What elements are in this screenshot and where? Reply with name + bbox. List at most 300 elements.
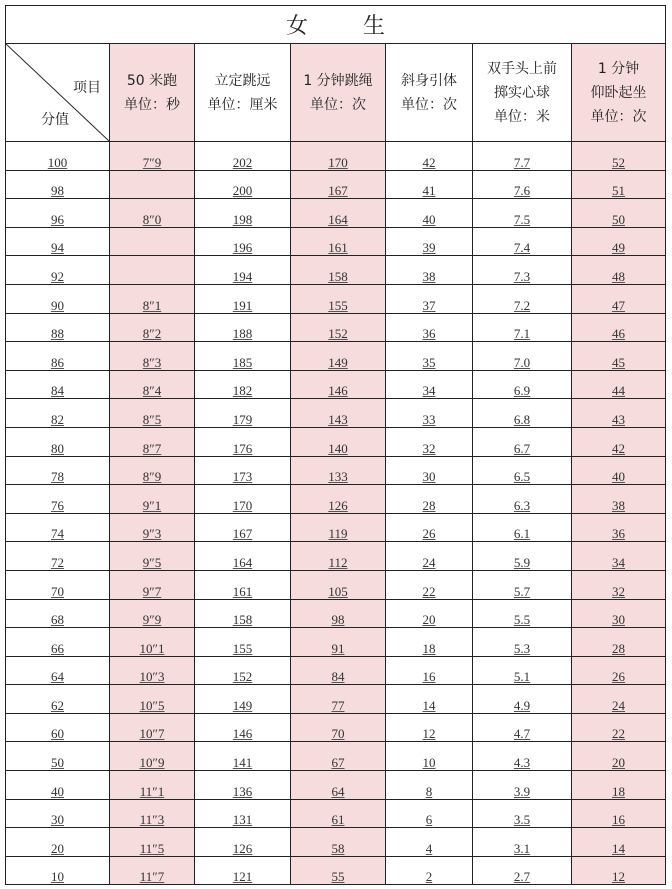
cell-text: 167 bbox=[328, 183, 348, 199]
value-cell bbox=[110, 142, 195, 171]
value-cell bbox=[473, 771, 572, 800]
cell-text: 112 bbox=[328, 554, 348, 570]
table-row bbox=[6, 170, 666, 199]
value-cell bbox=[110, 342, 195, 371]
value-cell bbox=[386, 542, 473, 571]
table-row bbox=[6, 628, 666, 657]
score-cell bbox=[6, 370, 110, 399]
value-cell bbox=[291, 370, 386, 399]
cell-text: 30 bbox=[422, 469, 436, 485]
value-cell bbox=[110, 313, 195, 342]
score-cell bbox=[6, 513, 110, 542]
value-cell bbox=[195, 628, 291, 657]
corner-label-score: 分值 bbox=[41, 112, 69, 128]
value-cell bbox=[291, 142, 386, 171]
cell-text: 26 bbox=[612, 669, 625, 685]
cell-text: 8″7 bbox=[142, 440, 162, 456]
cell-text: 191 bbox=[232, 297, 253, 313]
score-cell bbox=[6, 799, 110, 828]
table-row bbox=[6, 142, 666, 171]
value-cell bbox=[110, 713, 195, 742]
cell-text: 22 bbox=[612, 726, 625, 742]
cell-text: 40 bbox=[51, 783, 64, 799]
value-cell bbox=[473, 628, 572, 657]
cell-text: 11″3 bbox=[139, 812, 165, 828]
value-cell bbox=[572, 256, 666, 285]
value-cell bbox=[386, 799, 473, 828]
corner-header-cell bbox=[6, 44, 110, 142]
cell-text: 7.6 bbox=[513, 183, 531, 199]
column-header-line: 单位：米 bbox=[494, 108, 550, 125]
value-cell bbox=[572, 742, 666, 771]
cell-text: 26 bbox=[422, 526, 436, 542]
column-header-line: 单位：厘米 bbox=[207, 96, 278, 113]
table-row bbox=[6, 256, 666, 285]
cell-text: 20 bbox=[422, 612, 436, 628]
table-row bbox=[6, 685, 666, 714]
column-header-1 bbox=[195, 44, 291, 142]
score-cell bbox=[6, 828, 110, 857]
value-cell bbox=[386, 342, 473, 371]
score-cell bbox=[6, 199, 110, 228]
cell-text: 2 bbox=[425, 869, 433, 885]
cell-text: 7.0 bbox=[513, 354, 531, 370]
cell-text: 188 bbox=[232, 326, 253, 342]
value-cell bbox=[572, 284, 666, 313]
cell-text: 41 bbox=[422, 183, 436, 199]
value-cell bbox=[195, 456, 291, 485]
value-cell bbox=[386, 399, 473, 428]
cell-text: 35 bbox=[422, 354, 436, 370]
cell-text: 58 bbox=[331, 840, 345, 856]
cell-text: 86 bbox=[51, 354, 64, 370]
value-cell bbox=[291, 485, 386, 514]
cell-text: 6.7 bbox=[513, 440, 531, 456]
cell-text: 5.1 bbox=[513, 669, 531, 685]
cell-text: 49 bbox=[612, 240, 625, 256]
score-cell bbox=[6, 485, 110, 514]
cell-text: 6.3 bbox=[513, 497, 531, 513]
cell-text bbox=[150, 240, 154, 255]
value-cell bbox=[572, 656, 666, 685]
value-cell bbox=[386, 856, 473, 885]
value-cell bbox=[572, 170, 666, 199]
value-cell bbox=[473, 513, 572, 542]
column-header-line: 单位：次 bbox=[401, 96, 457, 113]
cell-text: 9″3 bbox=[142, 526, 162, 542]
cell-text: 46 bbox=[612, 326, 625, 342]
cell-text: 38 bbox=[422, 268, 436, 284]
cell-text: 34 bbox=[612, 554, 625, 570]
value-cell bbox=[195, 685, 291, 714]
cell-text: 48 bbox=[612, 268, 625, 284]
value-cell bbox=[195, 342, 291, 371]
value-cell bbox=[291, 856, 386, 885]
column-header-2 bbox=[291, 44, 386, 142]
cell-text: 24 bbox=[612, 697, 625, 713]
cell-text: 8″5 bbox=[142, 411, 162, 427]
score-cell bbox=[6, 742, 110, 771]
cell-text: 38 bbox=[612, 497, 625, 513]
score-cell bbox=[6, 342, 110, 371]
value-cell bbox=[291, 599, 386, 628]
value-cell bbox=[110, 742, 195, 771]
value-cell bbox=[572, 599, 666, 628]
value-cell bbox=[291, 199, 386, 228]
cell-text: 22 bbox=[422, 583, 436, 599]
value-cell bbox=[572, 513, 666, 542]
value-cell bbox=[473, 599, 572, 628]
value-cell bbox=[572, 427, 666, 456]
cell-text: 119 bbox=[328, 526, 348, 542]
score-cell bbox=[6, 427, 110, 456]
score-cell bbox=[6, 599, 110, 628]
cell-text: 33 bbox=[422, 411, 436, 427]
value-cell bbox=[473, 427, 572, 456]
score-cell bbox=[6, 856, 110, 885]
score-cell bbox=[6, 456, 110, 485]
cell-text: 60 bbox=[51, 726, 64, 742]
cell-text: 30 bbox=[51, 812, 64, 828]
cell-text: 80 bbox=[51, 440, 64, 456]
cell-text: 9″9 bbox=[142, 612, 162, 628]
cell-text: 70 bbox=[51, 583, 64, 599]
value-cell bbox=[473, 399, 572, 428]
value-cell bbox=[473, 742, 572, 771]
cell-text: 10″1 bbox=[139, 640, 165, 656]
cell-text: 11″1 bbox=[139, 783, 165, 799]
cell-text: 158 bbox=[328, 268, 348, 284]
cell-text: 32 bbox=[612, 583, 625, 599]
score-cell bbox=[6, 227, 110, 256]
cell-text: 121 bbox=[232, 869, 253, 885]
cell-text: 74 bbox=[51, 526, 64, 542]
cell-text: 34 bbox=[422, 383, 436, 399]
cell-text: 6.5 bbox=[513, 469, 531, 485]
value-cell bbox=[195, 656, 291, 685]
table-row bbox=[6, 399, 666, 428]
cell-text: 61 bbox=[331, 812, 345, 828]
cell-text: 12 bbox=[422, 726, 436, 742]
cell-text: 100 bbox=[47, 154, 68, 170]
score-cell bbox=[6, 685, 110, 714]
cell-text: 200 bbox=[232, 183, 253, 199]
cell-text: 5.5 bbox=[513, 612, 531, 628]
value-cell bbox=[473, 713, 572, 742]
column-header-line: 掷实心球 bbox=[494, 84, 550, 101]
cell-text: 42 bbox=[422, 154, 436, 170]
value-cell bbox=[386, 199, 473, 228]
value-cell bbox=[195, 570, 291, 599]
column-header-0 bbox=[110, 44, 195, 142]
value-cell bbox=[572, 799, 666, 828]
cell-text: 47 bbox=[612, 297, 625, 313]
cell-text: 40 bbox=[612, 469, 625, 485]
cell-text: 4.3 bbox=[513, 755, 531, 771]
cell-text: 70 bbox=[331, 726, 345, 742]
value-cell bbox=[473, 313, 572, 342]
cell-text bbox=[150, 269, 154, 284]
value-cell bbox=[386, 742, 473, 771]
value-cell bbox=[572, 342, 666, 371]
cell-text: 10″3 bbox=[139, 669, 165, 685]
cell-text: 146 bbox=[328, 383, 348, 399]
value-cell bbox=[195, 771, 291, 800]
value-cell bbox=[386, 513, 473, 542]
value-cell bbox=[291, 456, 386, 485]
value-cell bbox=[195, 485, 291, 514]
score-table-sheet bbox=[5, 5, 665, 885]
value-cell bbox=[195, 542, 291, 571]
value-cell bbox=[110, 542, 195, 571]
cell-text: 20 bbox=[51, 840, 64, 856]
cell-text: 155 bbox=[328, 297, 348, 313]
cell-text: 3.9 bbox=[513, 783, 531, 799]
value-cell bbox=[473, 342, 572, 371]
value-cell bbox=[195, 828, 291, 857]
value-cell bbox=[110, 456, 195, 485]
cell-text: 43 bbox=[612, 411, 625, 427]
value-cell bbox=[473, 828, 572, 857]
column-header-line: 单位：秒 bbox=[124, 96, 180, 113]
value-cell bbox=[110, 828, 195, 857]
cell-text: 9″1 bbox=[142, 497, 162, 513]
value-cell bbox=[473, 485, 572, 514]
value-cell bbox=[110, 685, 195, 714]
value-cell bbox=[110, 399, 195, 428]
cell-text: 5.9 bbox=[513, 554, 531, 570]
score-cell bbox=[6, 771, 110, 800]
value-cell bbox=[110, 427, 195, 456]
cell-text: 133 bbox=[328, 469, 348, 485]
cell-text: 18 bbox=[422, 640, 436, 656]
value-cell bbox=[110, 513, 195, 542]
cell-text: 16 bbox=[612, 812, 625, 828]
cell-text: 18 bbox=[612, 783, 625, 799]
cell-text: 12 bbox=[612, 869, 625, 885]
value-cell bbox=[195, 742, 291, 771]
value-cell bbox=[473, 570, 572, 599]
cell-text: 66 bbox=[51, 640, 64, 656]
value-cell bbox=[572, 399, 666, 428]
cell-text: 161 bbox=[328, 240, 348, 256]
cell-text: 10″9 bbox=[139, 755, 165, 771]
cell-text bbox=[150, 183, 154, 198]
cell-text: 7.3 bbox=[513, 268, 531, 284]
value-cell bbox=[386, 456, 473, 485]
value-cell bbox=[195, 313, 291, 342]
cell-text: 84 bbox=[331, 669, 345, 685]
value-cell bbox=[572, 828, 666, 857]
cell-text: 158 bbox=[232, 612, 253, 628]
score-cell bbox=[6, 542, 110, 571]
cell-text: 72 bbox=[51, 554, 64, 570]
header-row bbox=[6, 44, 666, 142]
value-cell bbox=[195, 170, 291, 199]
table-row bbox=[6, 570, 666, 599]
cell-text: 2.7 bbox=[513, 869, 531, 885]
cell-text: 10″5 bbox=[139, 697, 165, 713]
value-cell bbox=[291, 685, 386, 714]
value-cell bbox=[291, 427, 386, 456]
cell-text: 6.9 bbox=[513, 383, 531, 399]
score-table bbox=[5, 5, 666, 885]
cell-text: 98 bbox=[51, 183, 64, 199]
cell-text: 4 bbox=[425, 840, 433, 856]
cell-text: 16 bbox=[422, 669, 436, 685]
value-cell bbox=[572, 685, 666, 714]
cell-text: 161 bbox=[232, 583, 253, 599]
cell-text: 173 bbox=[232, 469, 253, 485]
value-cell bbox=[473, 542, 572, 571]
cell-text: 30 bbox=[612, 612, 625, 628]
cell-text: 40 bbox=[422, 211, 436, 227]
value-cell bbox=[110, 599, 195, 628]
table-row bbox=[6, 542, 666, 571]
cell-text: 51 bbox=[612, 183, 625, 199]
cell-text: 44 bbox=[612, 383, 625, 399]
cell-text: 6 bbox=[425, 812, 433, 828]
cell-text: 94 bbox=[51, 240, 64, 256]
cell-text: 9″7 bbox=[142, 583, 162, 599]
column-header-line: 斜身引体 bbox=[401, 72, 457, 89]
value-cell bbox=[110, 170, 195, 199]
score-cell bbox=[6, 142, 110, 171]
value-cell bbox=[386, 628, 473, 657]
cell-text: 76 bbox=[51, 497, 64, 513]
cell-text: 7.2 bbox=[513, 297, 531, 313]
value-cell bbox=[195, 856, 291, 885]
cell-text: 28 bbox=[422, 497, 436, 513]
cell-text: 6.8 bbox=[513, 411, 531, 427]
cell-text: 141 bbox=[232, 755, 253, 771]
cell-text: 36 bbox=[422, 326, 436, 342]
table-row bbox=[6, 342, 666, 371]
value-cell bbox=[473, 685, 572, 714]
cell-text: 7.7 bbox=[513, 154, 531, 170]
value-cell bbox=[386, 771, 473, 800]
value-cell bbox=[195, 256, 291, 285]
value-cell bbox=[195, 142, 291, 171]
table-row bbox=[6, 713, 666, 742]
cell-text: 36 bbox=[612, 526, 625, 542]
value-cell bbox=[572, 370, 666, 399]
column-header-line: 单位：次 bbox=[590, 108, 647, 125]
value-cell bbox=[195, 399, 291, 428]
cell-text: 149 bbox=[328, 354, 348, 370]
value-cell bbox=[110, 656, 195, 685]
cell-text: 50 bbox=[51, 755, 64, 771]
cell-text: 8″0 bbox=[142, 211, 162, 227]
column-header-line: 50 米跑 bbox=[126, 72, 178, 89]
value-cell bbox=[473, 656, 572, 685]
value-cell bbox=[473, 456, 572, 485]
table-row bbox=[6, 456, 666, 485]
value-cell bbox=[110, 256, 195, 285]
value-cell bbox=[473, 170, 572, 199]
value-cell bbox=[386, 370, 473, 399]
cell-text: 202 bbox=[232, 154, 253, 170]
value-cell bbox=[110, 485, 195, 514]
cell-text: 28 bbox=[612, 640, 625, 656]
cell-text: 126 bbox=[328, 497, 348, 513]
value-cell bbox=[386, 142, 473, 171]
score-cell bbox=[6, 570, 110, 599]
cell-text: 5.7 bbox=[513, 583, 531, 599]
cell-text: 155 bbox=[232, 640, 253, 656]
cell-text: 6.1 bbox=[513, 526, 531, 542]
value-cell bbox=[291, 170, 386, 199]
cell-text: 105 bbox=[328, 583, 348, 599]
cell-text: 24 bbox=[422, 554, 436, 570]
value-cell bbox=[110, 628, 195, 657]
value-cell bbox=[572, 313, 666, 342]
value-cell bbox=[291, 313, 386, 342]
value-cell bbox=[473, 856, 572, 885]
value-cell bbox=[572, 570, 666, 599]
value-cell bbox=[291, 799, 386, 828]
cell-text: 42 bbox=[612, 440, 625, 456]
value-cell bbox=[386, 485, 473, 514]
value-cell bbox=[291, 656, 386, 685]
value-cell bbox=[291, 399, 386, 428]
value-cell bbox=[386, 427, 473, 456]
table-row bbox=[6, 313, 666, 342]
cell-text: 82 bbox=[51, 411, 64, 427]
value-cell bbox=[110, 771, 195, 800]
cell-text: 170 bbox=[328, 154, 348, 170]
table-row bbox=[6, 513, 666, 542]
value-cell bbox=[291, 542, 386, 571]
cell-text: 176 bbox=[232, 440, 253, 456]
cell-text: 4.9 bbox=[513, 697, 531, 713]
cell-text: 152 bbox=[232, 669, 253, 685]
value-cell bbox=[473, 284, 572, 313]
cell-text: 84 bbox=[51, 383, 64, 399]
cell-text: 185 bbox=[232, 354, 253, 370]
value-cell bbox=[291, 342, 386, 371]
value-cell bbox=[291, 771, 386, 800]
cell-text: 64 bbox=[51, 669, 64, 685]
value-cell bbox=[473, 199, 572, 228]
cell-text: 64 bbox=[331, 783, 345, 799]
cell-text: 67 bbox=[331, 755, 345, 771]
table-row bbox=[6, 742, 666, 771]
score-cell bbox=[6, 313, 110, 342]
value-cell bbox=[195, 199, 291, 228]
cell-text: 167 bbox=[232, 526, 253, 542]
table-row bbox=[6, 284, 666, 313]
value-cell bbox=[291, 513, 386, 542]
value-cell bbox=[195, 284, 291, 313]
value-cell bbox=[473, 799, 572, 828]
cell-text: 98 bbox=[331, 612, 345, 628]
value-cell bbox=[386, 313, 473, 342]
cell-text: 52 bbox=[612, 154, 625, 170]
column-header-3 bbox=[386, 44, 473, 142]
table-title: 女 生 bbox=[6, 6, 666, 44]
value-cell bbox=[386, 685, 473, 714]
value-cell bbox=[195, 799, 291, 828]
column-header-line: 双手头上前 bbox=[487, 60, 557, 77]
value-cell bbox=[110, 856, 195, 885]
value-cell bbox=[110, 199, 195, 228]
score-cell bbox=[6, 628, 110, 657]
table-row bbox=[6, 370, 666, 399]
cell-text: 8″3 bbox=[142, 354, 162, 370]
value-cell bbox=[291, 628, 386, 657]
value-cell bbox=[291, 570, 386, 599]
